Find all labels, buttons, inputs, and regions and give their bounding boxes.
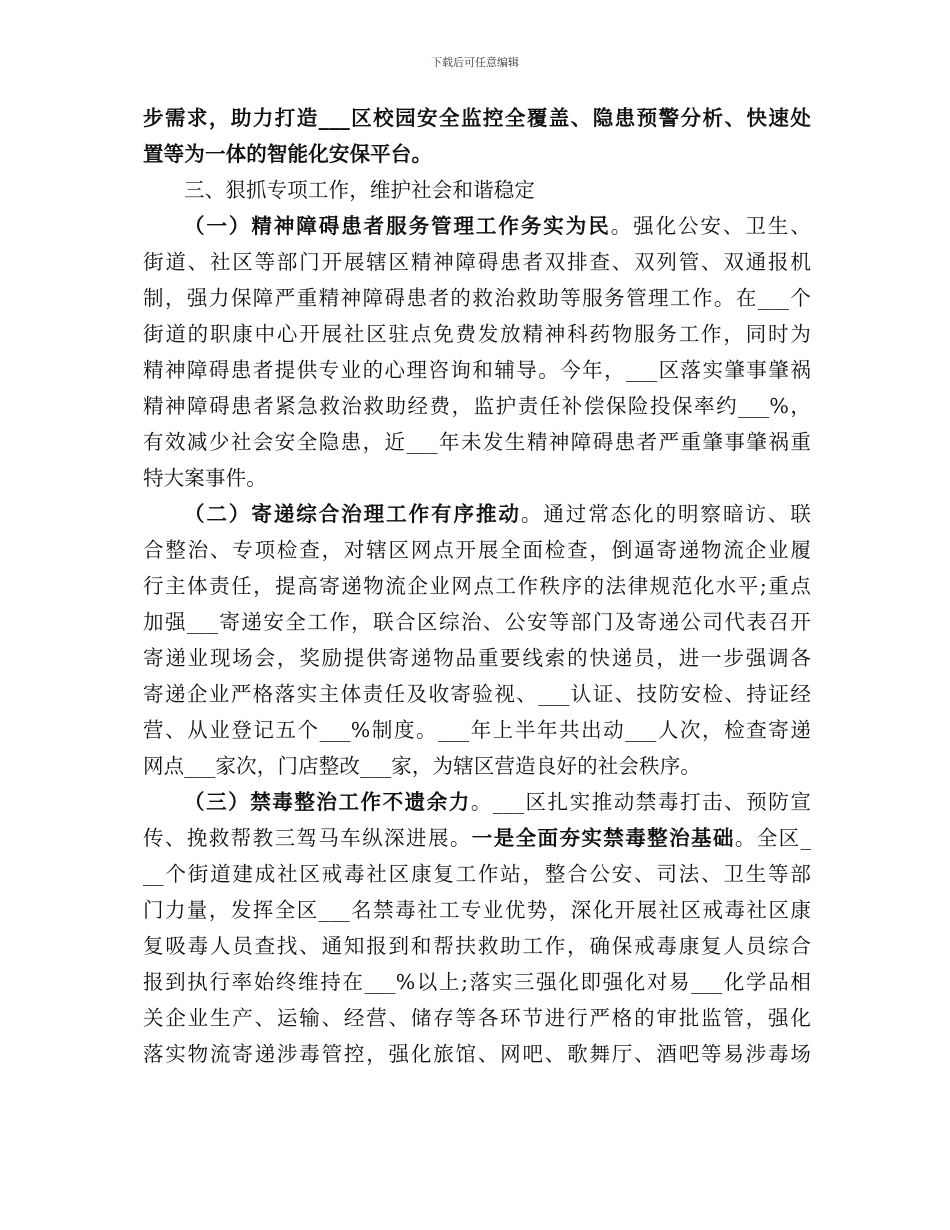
paragraph-line: 寄递企业严格落实主体责任及收寄验视、___认证、技防安检、持证经 [143, 682, 811, 706]
paragraph-line: 寄递业现场会，奖励提供寄递物品重要线索的快递员，进一步强调各 [143, 646, 811, 670]
paragraph-text: 。通过常态化的明察暗访、联 [520, 502, 811, 526]
paragraph-line [143, 208, 811, 244]
paragraph-text: 。全区_ [734, 826, 811, 850]
paragraph-line [143, 784, 811, 820]
paragraph-line: 复吸毒人员查找、通知报到和帮扶救助工作，确保戒毒康复人员综合 [143, 934, 811, 958]
paragraph-line [143, 820, 811, 856]
paragraph-line: __个街道建成社区戒毒社区康复工作站，整合公安、司法、卫生等部 [143, 862, 811, 886]
paragraph-line: 门力量，发挥全区___名禁毒社工专业优势，深化开展社区戒毒社区康 [143, 898, 811, 922]
paragraph-line: 街道、社区等部门开展辖区精神障碍患者双排查、双列管、双通报机 [143, 250, 811, 274]
paragraph-line: 街道的职康中心开展社区驻点免费发放精神科药物服务工作，同时为 [143, 322, 811, 346]
paragraph-text: 。强化公安、卫生、 [610, 214, 811, 238]
paragraph-line: 报到执行率始终维持在___%以上;落实三强化即强化对易___化学品相 [143, 970, 811, 994]
paragraph-line: 营、从业登记五个___%制度。___年上半年共出动___人次，检查寄递 [143, 718, 811, 742]
paragraph-line: 制，强力保障严重精神障碍患者的救治救助等服务管理工作。在___个 [143, 286, 811, 310]
paragraph-text: 。___区扎实推动禁毒打击、预防宣 [470, 790, 811, 814]
paragraph-line: 关企业生产、运输、经营、储存等各环节进行严格的审批监管，强化 [143, 1006, 811, 1030]
emphasis-text: 一是全面夯实禁毒整治基础 [471, 826, 735, 850]
subsection-title: （二）寄递综合治理工作有序推动 [184, 502, 521, 526]
paragraph-line: 有效减少社会安全隐患，近___年未发生精神障碍患者严重肇事肇祸重 [143, 430, 811, 454]
paragraph-line: 置等为一体的智能化安保平台。 [143, 142, 433, 166]
paragraph-line: 精神障碍患者提供专业的心理咨询和辅导。今年，___区落实肇事肇祸 [143, 358, 811, 382]
paragraph-line: 合整治、专项检查，对辖区网点开展全面检查，倒逼寄递物流企业履 [143, 538, 811, 562]
subsection-title: （一）精神障碍患者服务管理工作务实为民 [184, 214, 611, 238]
paragraph-line: 特大案事件。 [143, 466, 267, 490]
paragraph-line: 行主体责任，提高寄递物流企业网点工作秩序的法律规范化水平;重点 [143, 574, 811, 598]
paragraph-line: 网点___家次，门店整改___家，为辖区营造良好的社会秩序。 [143, 754, 701, 778]
paragraph-text: 传、挽救帮教三驾马车纵深进展。 [143, 826, 472, 850]
paragraph-line: 步需求，助力打造___区校园安全监控全覆盖、隐患预警分析、快速处 [143, 106, 811, 130]
section-heading: 三、狠抓专项工作，维护社会和谐稳定 [184, 178, 536, 202]
subsection-title: （三）禁毒整治工作不遗余力 [184, 790, 471, 814]
paragraph-line: 加强___寄递安全工作，联合区综治、公安等部门及寄递公司代表召开 [143, 610, 811, 634]
paragraph-line: 精神障碍患者紧急救治救助经费，监护责任补偿保险投保率约___%， [143, 394, 811, 418]
document-body [143, 100, 811, 1072]
paragraph-line [143, 496, 811, 532]
paragraph-line: 落实物流寄递涉毒管控，强化旅馆、网吧、歌舞厅、酒吧等易涉毒场 [143, 1042, 811, 1066]
page-header: 下载后可任意编辑 [431, 56, 519, 69]
